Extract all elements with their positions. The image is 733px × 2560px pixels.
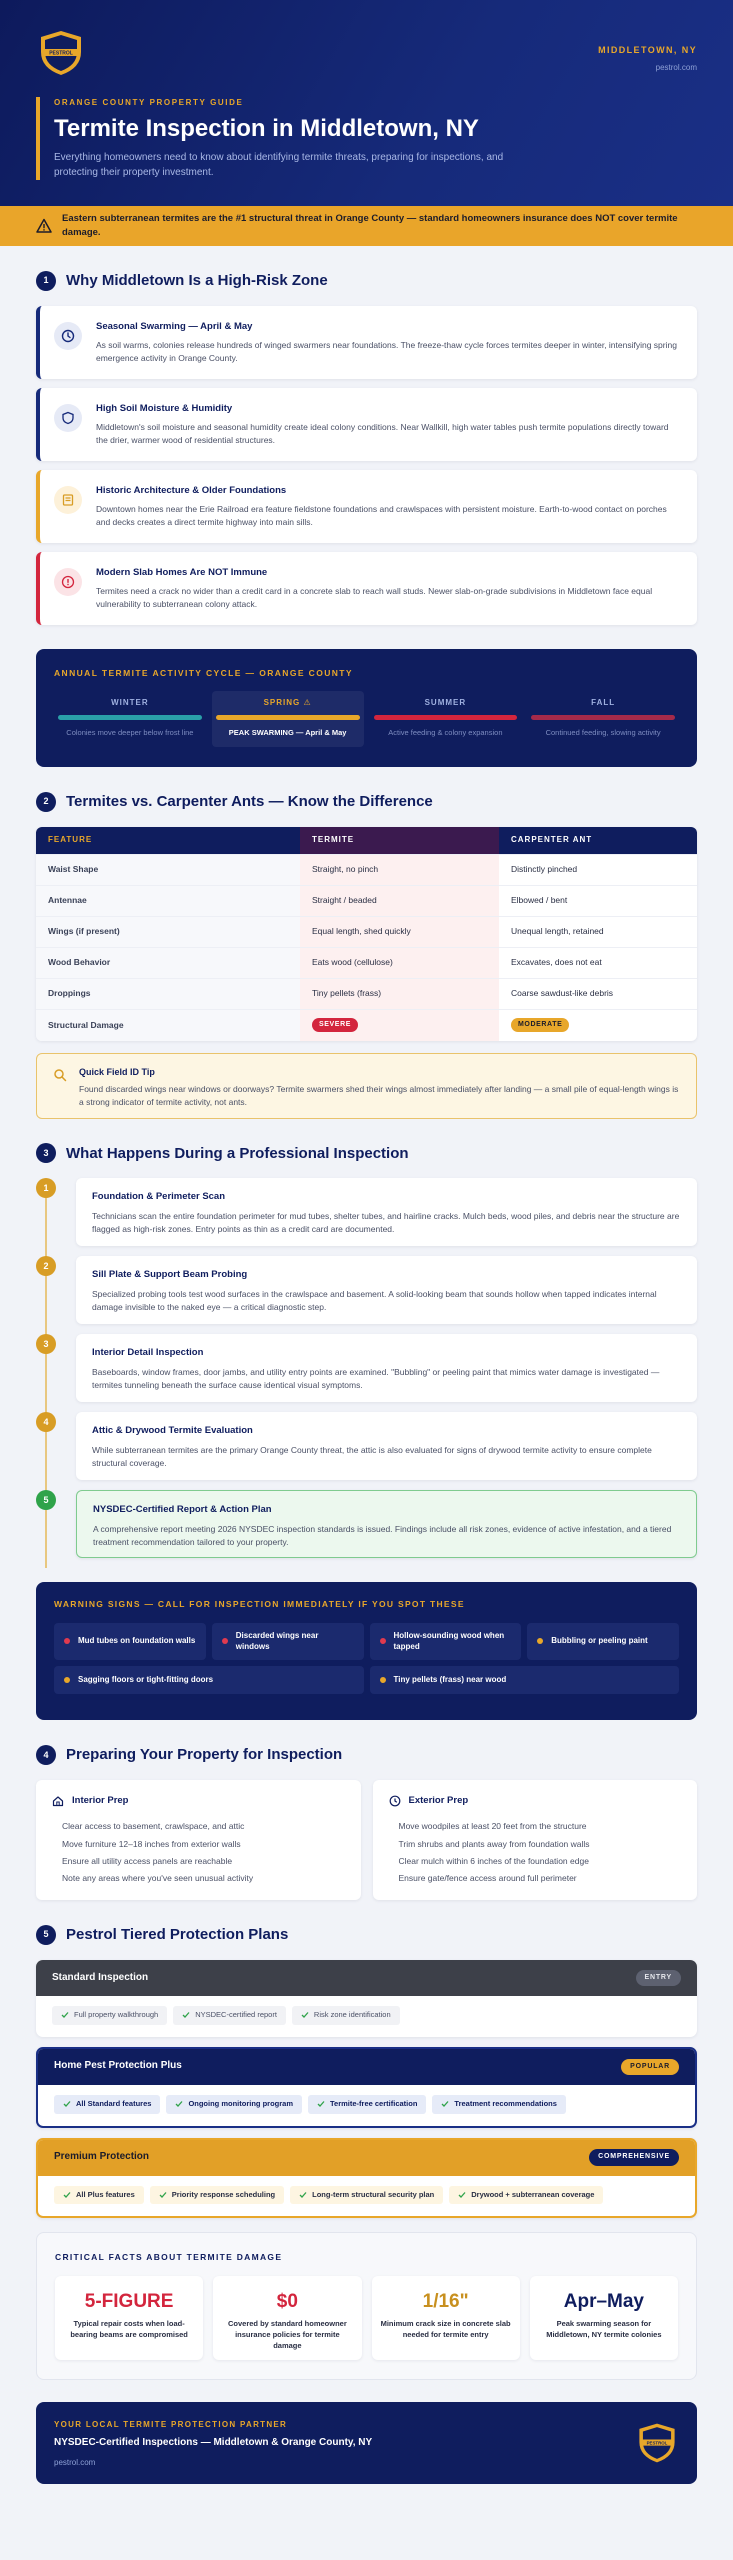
step-card: [76, 1178, 697, 1246]
fact-label: Typical repair costs when load-bearing beams are compromised: [70, 2319, 188, 2340]
cell-termite: Eats wood (cellulose): [300, 948, 499, 978]
check-icon: [299, 2191, 307, 2199]
season-bar: [58, 715, 202, 720]
hero-right: [598, 44, 697, 74]
cell-feature: Waist Shape: [36, 855, 300, 885]
check-icon: [63, 2100, 71, 2108]
season-name: FALL: [591, 698, 616, 708]
prep-item: Clear mulch within 6 inches of the foundation edge: [398, 1855, 589, 1866]
table-row: [36, 948, 697, 979]
hero-block: [36, 97, 506, 180]
prep-item: Trim shrubs and plants away from foundation walls: [398, 1838, 590, 1849]
plan-feature: [290, 2186, 443, 2205]
plan-name: Premium Protection: [54, 2151, 150, 2163]
step-title: Attic & Drywood Termite Evaluation: [92, 1425, 253, 1437]
exterior-prep-card: [373, 1780, 698, 1900]
alert-circle-icon: [54, 568, 82, 596]
warning-item: [54, 1623, 206, 1660]
tip-body: Found discarded wings near windows or doorways? Termite swarmers shed their wings almost immediately after landing — a small pile of equal-length wings is a strong indicator of termite activity, not ants.: [79, 1083, 679, 1107]
plan-header: [38, 2140, 695, 2176]
fact-value: $0: [276, 2290, 298, 2312]
warning-title: WARNING SIGNS — CALL FOR INSPECTION IMMEDIATELY IF YOU SPOT THESE: [54, 1599, 465, 1610]
fact-label: Peak swarming season for Middletown, NY termite colonies: [546, 2319, 662, 2340]
plan-feature: [308, 2095, 426, 2114]
fact-value: 1/16": [422, 2290, 469, 2312]
table-row: [36, 855, 697, 886]
step-card: [76, 1334, 697, 1402]
risk-card-moisture: [36, 388, 697, 461]
step-title: Sill Plate & Support Beam Probing: [92, 1269, 248, 1281]
season-bar: [216, 715, 360, 720]
step-item: [36, 1490, 697, 1558]
svg-text:PESTROL: PESTROL: [646, 2440, 668, 2446]
check-icon: [63, 2191, 71, 2199]
cell-ant: Excavates, does not eat: [511, 957, 602, 968]
check-icon: [458, 2191, 466, 2199]
prep-header: [389, 1794, 682, 1808]
plan-name: Home Pest Protection Plus: [54, 2060, 182, 2072]
feature-text: Priority response scheduling: [171, 2189, 276, 2199]
step-number: 3: [36, 1334, 56, 1354]
warning-item: [54, 1666, 364, 1694]
footer-title: NYSDEC-Certified Inspections — Middletown & Orange County, NY: [54, 2437, 373, 2449]
section-number: 4: [36, 1745, 56, 1765]
plan-badge: ENTRY: [636, 1970, 681, 1986]
step-body: Baseboards, window frames, door jambs, and utility entry points are examined. "Bubbling" or peeling paint that mimics water damage is investigated — termites tunneling beneath the surface cause identical visual symptoms.: [92, 1367, 660, 1391]
location-label: MIDDLETOWN, NY: [598, 45, 697, 55]
plan-badge: COMPREHENSIVE: [589, 2149, 679, 2165]
step-card: [76, 1412, 697, 1480]
section-title: Why Middletown Is a High-Risk Zone: [66, 272, 328, 289]
table-row: [36, 886, 697, 917]
feature-text: Risk zone identification: [313, 2009, 391, 2019]
plan-feature: [54, 2095, 160, 2114]
step-item: [36, 1256, 697, 1324]
cell-termite: Straight, no pinch: [300, 855, 499, 885]
section-number: 2: [36, 792, 56, 812]
interior-prep-card: [36, 1780, 361, 1900]
gold-dot-icon: [380, 1677, 386, 1683]
footer-cta: [36, 2402, 697, 2484]
table-row: [36, 917, 697, 948]
step-item: [36, 1412, 697, 1480]
warning-text: Tiny pellets (frass) near wood: [393, 1674, 507, 1684]
facts-grid: [55, 2276, 678, 2360]
prep-item: Move woodpiles at least 20 feet from the structure: [398, 1821, 587, 1832]
gold-dot-icon: [537, 1638, 543, 1644]
header-termite: TERMITE: [300, 827, 499, 854]
step-timeline-line: [45, 1188, 47, 1568]
warning-item: [370, 1623, 522, 1660]
cell-feature: Wings (if present): [36, 917, 300, 947]
section-5-header: [36, 1924, 697, 1946]
site-link[interactable]: pestrol.com: [655, 63, 697, 73]
section-number: 5: [36, 1925, 56, 1945]
cell-feature: Antennae: [36, 886, 300, 916]
check-icon: [175, 2100, 183, 2108]
cell-ant: Coarse sawdust-like debris: [511, 988, 614, 999]
section-3-header: [36, 1143, 697, 1165]
step-body: Specialized probing tools test wood surfaces in the crawlspace and basement. A solid-looking beam that sounds hollow when tapped indicates internal damage invisible to the naked eye — a critical diagnostic step.: [92, 1289, 657, 1313]
step-title: Interior Detail Inspection: [92, 1347, 204, 1359]
warning-grid: [54, 1623, 679, 1694]
fact-card: [213, 2276, 361, 2360]
season-winter: [54, 691, 206, 746]
table-row: [36, 1010, 697, 1041]
activity-cycle: [36, 649, 697, 767]
step-card-final: [76, 1490, 697, 1558]
section-4-header: [36, 1744, 697, 1766]
section-title: Pestrol Tiered Protection Plans: [66, 1926, 289, 1943]
risk-title: High Soil Moisture & Humidity: [96, 402, 233, 414]
search-icon: [53, 1068, 67, 1082]
plan-standard[interactable]: [36, 1960, 697, 2037]
prep-header: [52, 1794, 345, 1808]
main-content: [0, 270, 733, 2484]
alert-text: Eastern subterranean termites are the #1 structural threat in Orange County — standard homeowners insurance does NOT cover termite damage.: [62, 213, 678, 238]
footer-site-link[interactable]: pestrol.com: [54, 2457, 96, 2467]
plan-feature: [150, 2186, 284, 2205]
prep-item: Move furniture 12–18 inches from exterior walls: [62, 1838, 241, 1849]
season-bar: [374, 715, 518, 720]
gold-dot-icon: [64, 1677, 70, 1683]
check-icon: [159, 2191, 167, 2199]
prep-title: Interior Prep: [72, 1795, 129, 1806]
footer-eyebrow: YOUR LOCAL TERMITE PROTECTION PARTNER: [54, 2419, 288, 2429]
season-desc: Active feeding & colony expansion: [388, 727, 503, 737]
warning-signs: [36, 1582, 697, 1720]
section-title: What Happens During a Professional Inspection: [66, 1144, 409, 1162]
prep-row: [36, 1780, 697, 1900]
step-body: A comprehensive report meeting 2026 NYSDEC inspection standards is issued. Findings include all risk zones, evidence of active infestation, and a tiered treatment recommendation tailored to your property.: [93, 1524, 672, 1548]
risk-body: Termites need a crack no wider than a credit card in a concrete slab to reach wall studs. Newer slab-on-grade subdivisions in Middletown face equal vulnerability to subterranean colony attack.: [96, 585, 653, 609]
cell-ant: Elbowed / bent: [511, 895, 568, 906]
check-icon: [61, 2011, 69, 2019]
season-desc: PEAK SWARMING — April & May: [228, 727, 347, 737]
plan-feature: [54, 2186, 144, 2205]
plan-features: [38, 2176, 695, 2217]
clock-icon: [389, 1795, 401, 1807]
plan-name: Standard Inspection: [52, 1971, 149, 1983]
risk-card-swarming: [36, 306, 697, 379]
check-icon: [182, 2011, 190, 2019]
step-body: While subterranean termites are the primary Orange County threat, the attic is also evaluated for signs of drywood termite activity to ensure complete structural coverage.: [92, 1445, 652, 1469]
feature-text: Full property walkthrough: [74, 2009, 159, 2019]
step-card: [76, 1256, 697, 1324]
cycle-row: [54, 691, 679, 746]
header-ant: CARPENTER ANT: [511, 835, 593, 845]
season-spring: [212, 691, 364, 746]
plan-feature: [173, 2006, 286, 2025]
table-row: [36, 979, 697, 1010]
season-fall: [527, 691, 679, 746]
check-icon: [317, 2100, 325, 2108]
fact-value: 5-FIGURE: [84, 2290, 174, 2312]
step-item: [36, 1178, 697, 1246]
comparison-table: [36, 827, 697, 1041]
hero-subtitle: Everything homeowners need to know about identifying termite threats, preparing for inspections, and protecting their property investment.: [54, 152, 504, 179]
facts-title: CRITICAL FACTS ABOUT TERMITE DAMAGE: [55, 2252, 283, 2263]
severity-badge: SEVERE: [312, 1018, 358, 1032]
prep-item: Ensure gate/fence access around full perimeter: [398, 1873, 577, 1884]
step-number: 1: [36, 1178, 56, 1198]
plan-premium[interactable]: [36, 2138, 697, 2219]
shield-icon: [54, 404, 82, 432]
plan-feature: [166, 2095, 302, 2114]
season-bar: [531, 715, 675, 720]
plan-feature: [52, 2006, 167, 2025]
cell-termite: [300, 1010, 499, 1041]
risk-title: Modern Slab Homes Are NOT Immune: [96, 566, 268, 578]
prep-item: Clear access to basement, crawlspace, and attic: [62, 1821, 245, 1832]
plan-badge: POPULAR: [621, 2059, 679, 2075]
plan-header: [36, 1960, 697, 1996]
cell-termite: Equal length, shed quickly: [300, 917, 499, 947]
check-icon: [301, 2011, 309, 2019]
fact-value: Apr–May: [563, 2290, 644, 2312]
feature-text: All Plus features: [76, 2189, 135, 2199]
step-title: NYSDEC-Certified Report & Action Plan: [93, 1504, 272, 1516]
feature-text: Ongoing monitoring program: [188, 2098, 294, 2108]
hero-eyebrow: ORANGE COUNTY PROPERTY GUIDE: [54, 98, 244, 107]
step-title: Foundation & Perimeter Scan: [92, 1191, 226, 1203]
plan-feature: [292, 2006, 400, 2025]
field-id-tip: [36, 1053, 697, 1119]
season-desc: Colonies move deeper below frost line: [66, 727, 194, 737]
risk-title: Historic Architecture & Older Foundations: [96, 484, 287, 496]
critical-facts: [36, 2232, 697, 2380]
fact-card: [530, 2276, 678, 2360]
risk-body: Middletown's soil moisture and seasonal humidity create ideal colony conditions. Near Wallkill, high water tables push termite populations directly toward the drier, warmer wood of residential structures.: [96, 421, 669, 445]
house-icon: [52, 1795, 64, 1807]
step-number: 4: [36, 1412, 56, 1432]
prep-title: Exterior Prep: [408, 1795, 469, 1806]
cell-termite: Tiny pellets (frass): [300, 979, 499, 1009]
cell-feature: Wood Behavior: [36, 948, 300, 978]
risk-body: Downtown homes near the Erie Railroad era feature fieldstone foundations and crawlspaces with persistent moisture. Earth-to-wood contact on porches and decks creates a direct termite highway into main sills.: [96, 503, 667, 527]
warning-item: [527, 1623, 679, 1660]
risk-title: Seasonal Swarming — April & May: [96, 320, 253, 332]
tip-title: Quick Field ID Tip: [79, 1066, 155, 1077]
cell-feature: Droppings: [36, 979, 300, 1009]
plan-features: [38, 2085, 695, 2126]
plan-feature: [449, 2186, 603, 2205]
fact-card: [372, 2276, 520, 2360]
prep-item: Note any areas where you've seen unusual activity: [62, 1873, 254, 1884]
warning-text: Mud tubes on foundation walls: [78, 1636, 196, 1646]
season-name: WINTER: [111, 698, 149, 708]
season-summer: [370, 691, 522, 746]
cell-termite: Straight / beaded: [300, 886, 499, 916]
alert-banner: [0, 206, 733, 246]
plan-header: [38, 2049, 695, 2085]
cell-ant: Unequal length, retained: [511, 926, 604, 937]
prep-list: [389, 1818, 682, 1887]
pestrol-logo[interactable]: [635, 2421, 679, 2465]
step-item: [36, 1334, 697, 1402]
section-2-header: [36, 791, 697, 813]
warning-item: [212, 1623, 364, 1660]
warning-text: Discarded wings near windows: [235, 1630, 319, 1652]
step-number: 5: [36, 1490, 56, 1510]
red-dot-icon: [222, 1638, 228, 1644]
document-icon: [54, 486, 82, 514]
cell-ant: Distinctly pinched: [511, 864, 578, 875]
plan-plus[interactable]: [36, 2047, 697, 2128]
check-icon: [441, 2100, 449, 2108]
warning-text: Sagging floors or tight-fitting doors: [78, 1674, 214, 1684]
clock-icon: [54, 322, 82, 350]
warning-text: Hollow-sounding wood when tapped: [393, 1630, 505, 1652]
header-feature: FEATURE: [48, 835, 93, 845]
section-number: 3: [36, 1143, 56, 1163]
risk-body: As soil warms, colonies release hundreds of winged swarmers near foundations. The freeze-thaw cycle forces termites deeper in winter, intensifying spring emergence activity in Orange County.: [96, 339, 677, 363]
section-1-header: [36, 270, 697, 292]
feature-text: Treatment recommendations: [454, 2098, 557, 2108]
prep-list: [52, 1818, 345, 1887]
feature-text: Long-term structural security plan: [312, 2189, 435, 2199]
step-number: 2: [36, 1256, 56, 1276]
inspection-steps: [36, 1178, 697, 1558]
season-name: SPRING ⚠: [263, 698, 312, 708]
svg-text:PESTROL: PESTROL: [49, 50, 73, 57]
fact-label: Covered by standard homeowner insurance policies for termite damage: [227, 2319, 347, 2350]
feature-text: NYSDEC-certified report: [195, 2009, 277, 2019]
season-name: SUMMER: [424, 698, 467, 708]
cell-ant: [499, 1010, 697, 1041]
risk-card-architecture: [36, 470, 697, 543]
table-header: [36, 827, 697, 855]
warning-item: [370, 1666, 680, 1694]
hero-header: [0, 0, 733, 206]
feature-text: Drywood + subterranean coverage: [471, 2189, 595, 2199]
section-title: Termites vs. Carpenter Ants — Know the Difference: [66, 792, 433, 810]
section-title: Preparing Your Property for Inspection: [66, 1746, 343, 1764]
fact-card: [55, 2276, 203, 2360]
plan-feature: [432, 2095, 566, 2114]
pestrol-logo[interactable]: [36, 28, 86, 78]
warning-triangle-icon: [36, 218, 52, 234]
prep-item: Ensure all utility access panels are reachable: [62, 1855, 233, 1866]
cycle-title: ANNUAL TERMITE ACTIVITY CYCLE — ORANGE COUNTY: [54, 667, 353, 678]
severity-badge: MODERATE: [511, 1018, 569, 1032]
fact-label: Minimum crack size in concrete slab needed for termite entry: [380, 2319, 511, 2340]
step-body: Technicians scan the entire foundation perimeter for mud tubes, shelter tubes, and hairline cracks. Mulch beds, wood piles, and debris near the structure are flagged as high-risk zones. Entry points as thin as a credit card are documented.: [92, 1211, 680, 1235]
season-desc: Continued feeding, slowing activity: [545, 727, 661, 737]
red-dot-icon: [380, 1638, 386, 1644]
risk-card-slab: [36, 552, 697, 625]
cell-feature: Structural Damage: [36, 1010, 300, 1041]
feature-text: Termite-free certification: [330, 2098, 418, 2108]
section-number: 1: [36, 271, 56, 291]
feature-text: All Standard features: [76, 2098, 152, 2108]
plan-features: [36, 1996, 697, 2037]
red-dot-icon: [64, 1638, 70, 1644]
warning-text: Bubbling or peeling paint: [551, 1636, 648, 1646]
page-title: Termite Inspection in Middletown, NY: [54, 114, 479, 142]
